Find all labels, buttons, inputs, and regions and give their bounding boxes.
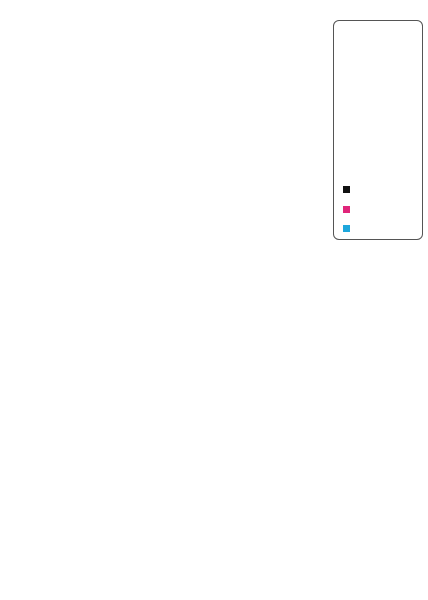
color-swatch-cyan bbox=[343, 225, 350, 232]
legend-color-8001 bbox=[340, 185, 420, 193]
legend-color-6006 bbox=[340, 205, 420, 213]
legend-color-2012 bbox=[340, 224, 420, 232]
color-swatch-pink bbox=[343, 206, 350, 213]
legend-panel bbox=[333, 20, 423, 240]
color-swatch-black bbox=[343, 186, 350, 193]
